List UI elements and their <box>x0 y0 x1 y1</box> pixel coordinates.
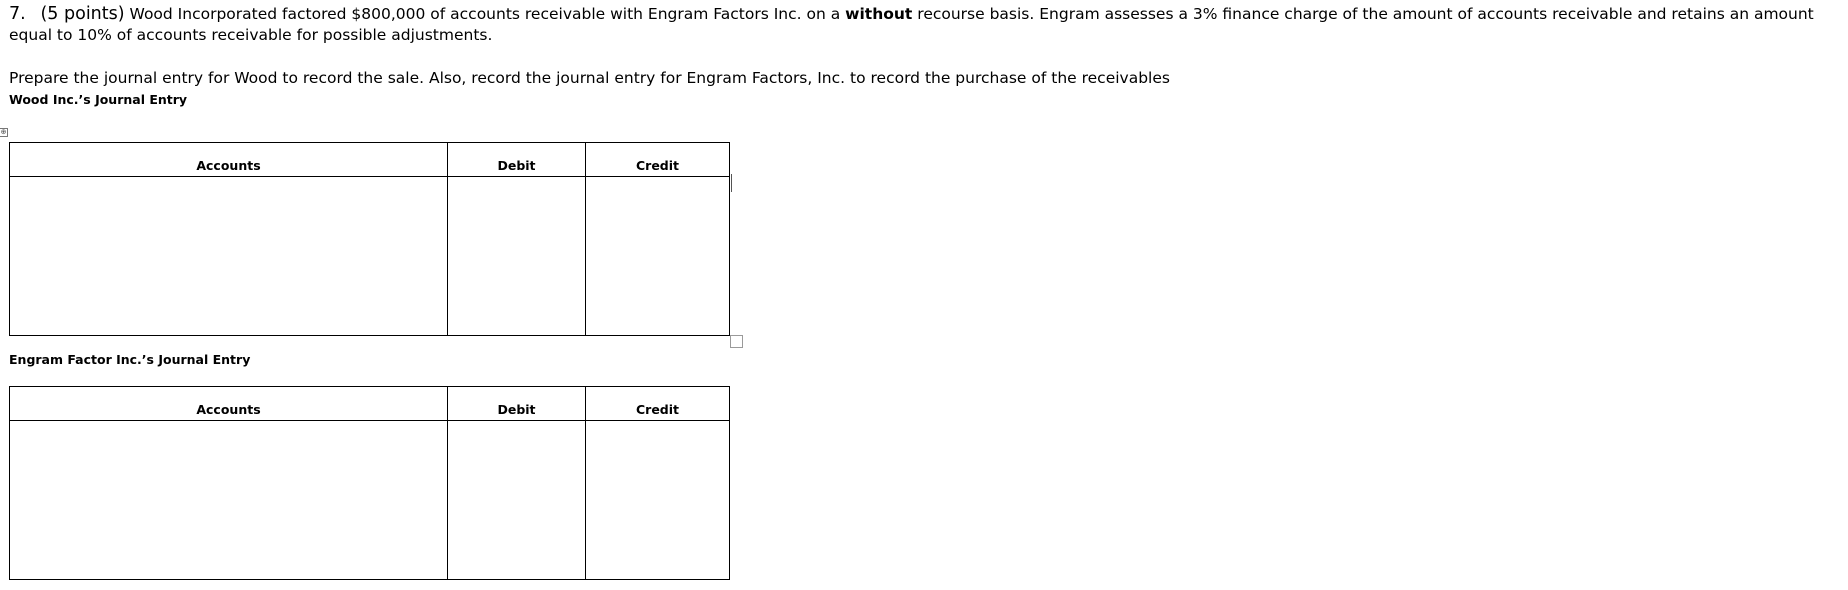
text-cursor <box>731 174 732 192</box>
credit-cell[interactable] <box>586 421 730 580</box>
question-number: 7. <box>9 4 26 24</box>
wood-table-title: Wood Inc.’s Journal Entry <box>9 92 188 107</box>
table-row <box>10 177 730 336</box>
table-row <box>10 421 730 580</box>
accounts-cell[interactable] <box>10 177 448 336</box>
debit-cell[interactable] <box>448 421 586 580</box>
debit-header: Debit <box>448 387 586 421</box>
debit-cell[interactable] <box>448 177 586 336</box>
question-bold-word: without <box>845 5 913 23</box>
table-resize-handle-icon[interactable] <box>730 335 743 348</box>
accounts-header: Accounts <box>10 143 448 177</box>
instruction-text: Prepare the journal entry for Wood to record the sale. Also, record the journal entry for Engram Factors, Inc. to record the purchase of the receivables <box>9 69 1170 87</box>
question-body-start: Wood Incorporated factored $800,000 of accounts receivable with Engram Factors Inc. on a <box>129 5 841 23</box>
question-points: (5 points) <box>40 4 125 24</box>
table-header-row <box>10 387 730 421</box>
credit-header: Credit <box>586 143 730 177</box>
question-text <box>9 4 1839 46</box>
question-body-end: recourse basis. Engram assesses a 3% finance charge of the amount of accounts receivable and retains an amount equal to 10% of accounts receivable for possible adjustments. <box>9 5 1814 44</box>
table-move-handle-icon[interactable]: ⊕ <box>0 128 7 136</box>
accounts-header: Accounts <box>10 387 448 421</box>
credit-header: Credit <box>586 387 730 421</box>
wood-journal-table <box>9 142 730 336</box>
accounts-cell[interactable] <box>10 421 448 580</box>
engram-table-title: Engram Factor Inc.’s Journal Entry <box>9 352 251 367</box>
credit-cell[interactable] <box>586 177 730 336</box>
table-header-row <box>10 143 730 177</box>
debit-header: Debit <box>448 143 586 177</box>
engram-journal-table <box>9 386 730 580</box>
